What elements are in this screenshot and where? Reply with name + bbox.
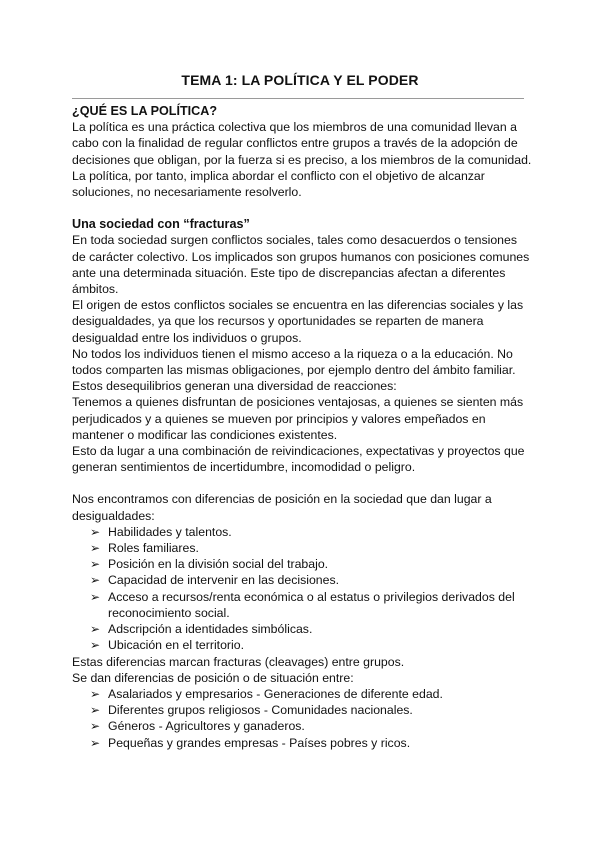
list-item — [72, 637, 532, 653]
list-item — [72, 524, 532, 540]
paragraph: No todos los individuos tienen el mismo acceso a la riqueza o a la educación. No todos comparten las mismas obligaciones, por ejemplo dentro del ámbito familiar. — [72, 346, 516, 378]
page-title: TEMA 1: LA POLÍTICA Y EL PODER — [181, 72, 419, 88]
list-item — [72, 621, 532, 637]
arrow-bullet-icon: ➢ — [90, 703, 101, 718]
arrow-bullet-icon: ➢ — [90, 557, 101, 572]
paragraph: Tenemos a quienes disfruntan de posiciones ventajosas, a quienes se sienten más perjudicados y a quienes se mueven por principios y valores empeñados en mantener o modificar las condiciones existentes. — [72, 395, 524, 442]
arrow-bullet-icon: ➢ — [90, 541, 101, 556]
paragraph: Se dan diferencias de posición o de situación entre: — [72, 670, 354, 685]
section-heading-fracturas: Una sociedad con “fracturas” — [72, 217, 250, 232]
list-item-text: Géneros - Agricultores y ganaderos. — [108, 719, 305, 734]
arrow-bullet-icon: ➢ — [90, 686, 101, 701]
paragraph: Estas diferencias marcan fracturas (cleavages) entre grupos. — [72, 654, 405, 669]
list-item — [72, 735, 532, 751]
bullet-list-desigualdades — [72, 524, 532, 654]
list-item — [72, 589, 532, 621]
bullet-list-diferencias — [72, 686, 532, 751]
list-item — [72, 702, 532, 718]
list-item — [72, 718, 532, 734]
arrow-bullet-icon: ➢ — [90, 524, 101, 539]
paragraph: En toda sociedad surgen conflictos sociales, tales como desacuerdos o tensiones de carácter colectivo. Los implicados son grupos humanos con posiciones comunes ante una determinada situación. Este tipo de discrepancias afectan a diferentes ámbitos. — [72, 233, 530, 297]
list-item-text: Roles familiares. — [108, 541, 199, 556]
arrow-bullet-icon: ➢ — [90, 573, 101, 588]
list-item-text: Diferentes grupos religiosos - Comunidades nacionales. — [108, 703, 413, 718]
list-item-text: Asalariados y empresarios - Generaciones de diferente edad. — [108, 686, 443, 701]
paragraph: Esto da lugar a una combinación de reivindicaciones, expectativas y proyectos que generan sentimientos de incertidumbre, incomodidad o peligro. — [72, 444, 525, 475]
list-item-text: Capacidad de intervenir en las decisiones. — [108, 573, 340, 588]
list-item — [72, 572, 532, 588]
arrow-bullet-icon: ➢ — [90, 622, 101, 637]
list-item — [72, 556, 532, 572]
list-item-text: Acceso a recursos/renta económica o al estatus o privilegios derivados del reconocimiento social. — [108, 589, 515, 620]
list-item-text: Posición en la división social del trabajo. — [108, 557, 329, 572]
section-heading-politica: ¿QUÉ ES LA POLÍTICA? — [72, 104, 218, 118]
paragraph: Nos encontramos con diferencias de posición en la sociedad que dan lugar a desigualdades: — [72, 492, 492, 523]
title-divider — [72, 98, 524, 99]
document-body — [72, 103, 532, 751]
arrow-bullet-icon: ➢ — [90, 638, 101, 653]
paragraph: Estos desequilibrios generan una diversidad de reacciones: — [72, 379, 397, 394]
paragraph: El origen de estos conflictos sociales se encuentra en las diferencias sociales y las desigualdades, ya que los recursos y oportunidades se reparten de manera desigualdad entre los individuos o grupos. — [72, 298, 524, 345]
list-item-text: Adscripción a identidades simbólicas. — [108, 622, 313, 637]
arrow-bullet-icon: ➢ — [90, 589, 101, 604]
list-item-text: Pequeñas y grandes empresas - Países pobres y ricos. — [108, 735, 411, 750]
paragraph: La política es una práctica colectiva que los miembros de una comunidad llevan a cabo con la finalidad de regular conflictos entre grupos a través de la adopción de decisiones que obligan, por la fuerza si es preciso, a los miembros de la comunidad. La política, por tanto, implica abordar el conflicto con el objetivo de alcanzar soluciones, no necesariamente resolverlo. — [72, 120, 532, 200]
arrow-bullet-icon: ➢ — [90, 735, 101, 750]
spacer — [72, 475, 532, 491]
list-item — [72, 540, 532, 556]
list-item-text: Habilidades y talentos. — [108, 524, 232, 539]
list-item — [72, 686, 532, 702]
list-item-text: Ubicación en el territorio. — [108, 638, 245, 653]
arrow-bullet-icon: ➢ — [90, 719, 101, 734]
spacer — [72, 200, 532, 216]
